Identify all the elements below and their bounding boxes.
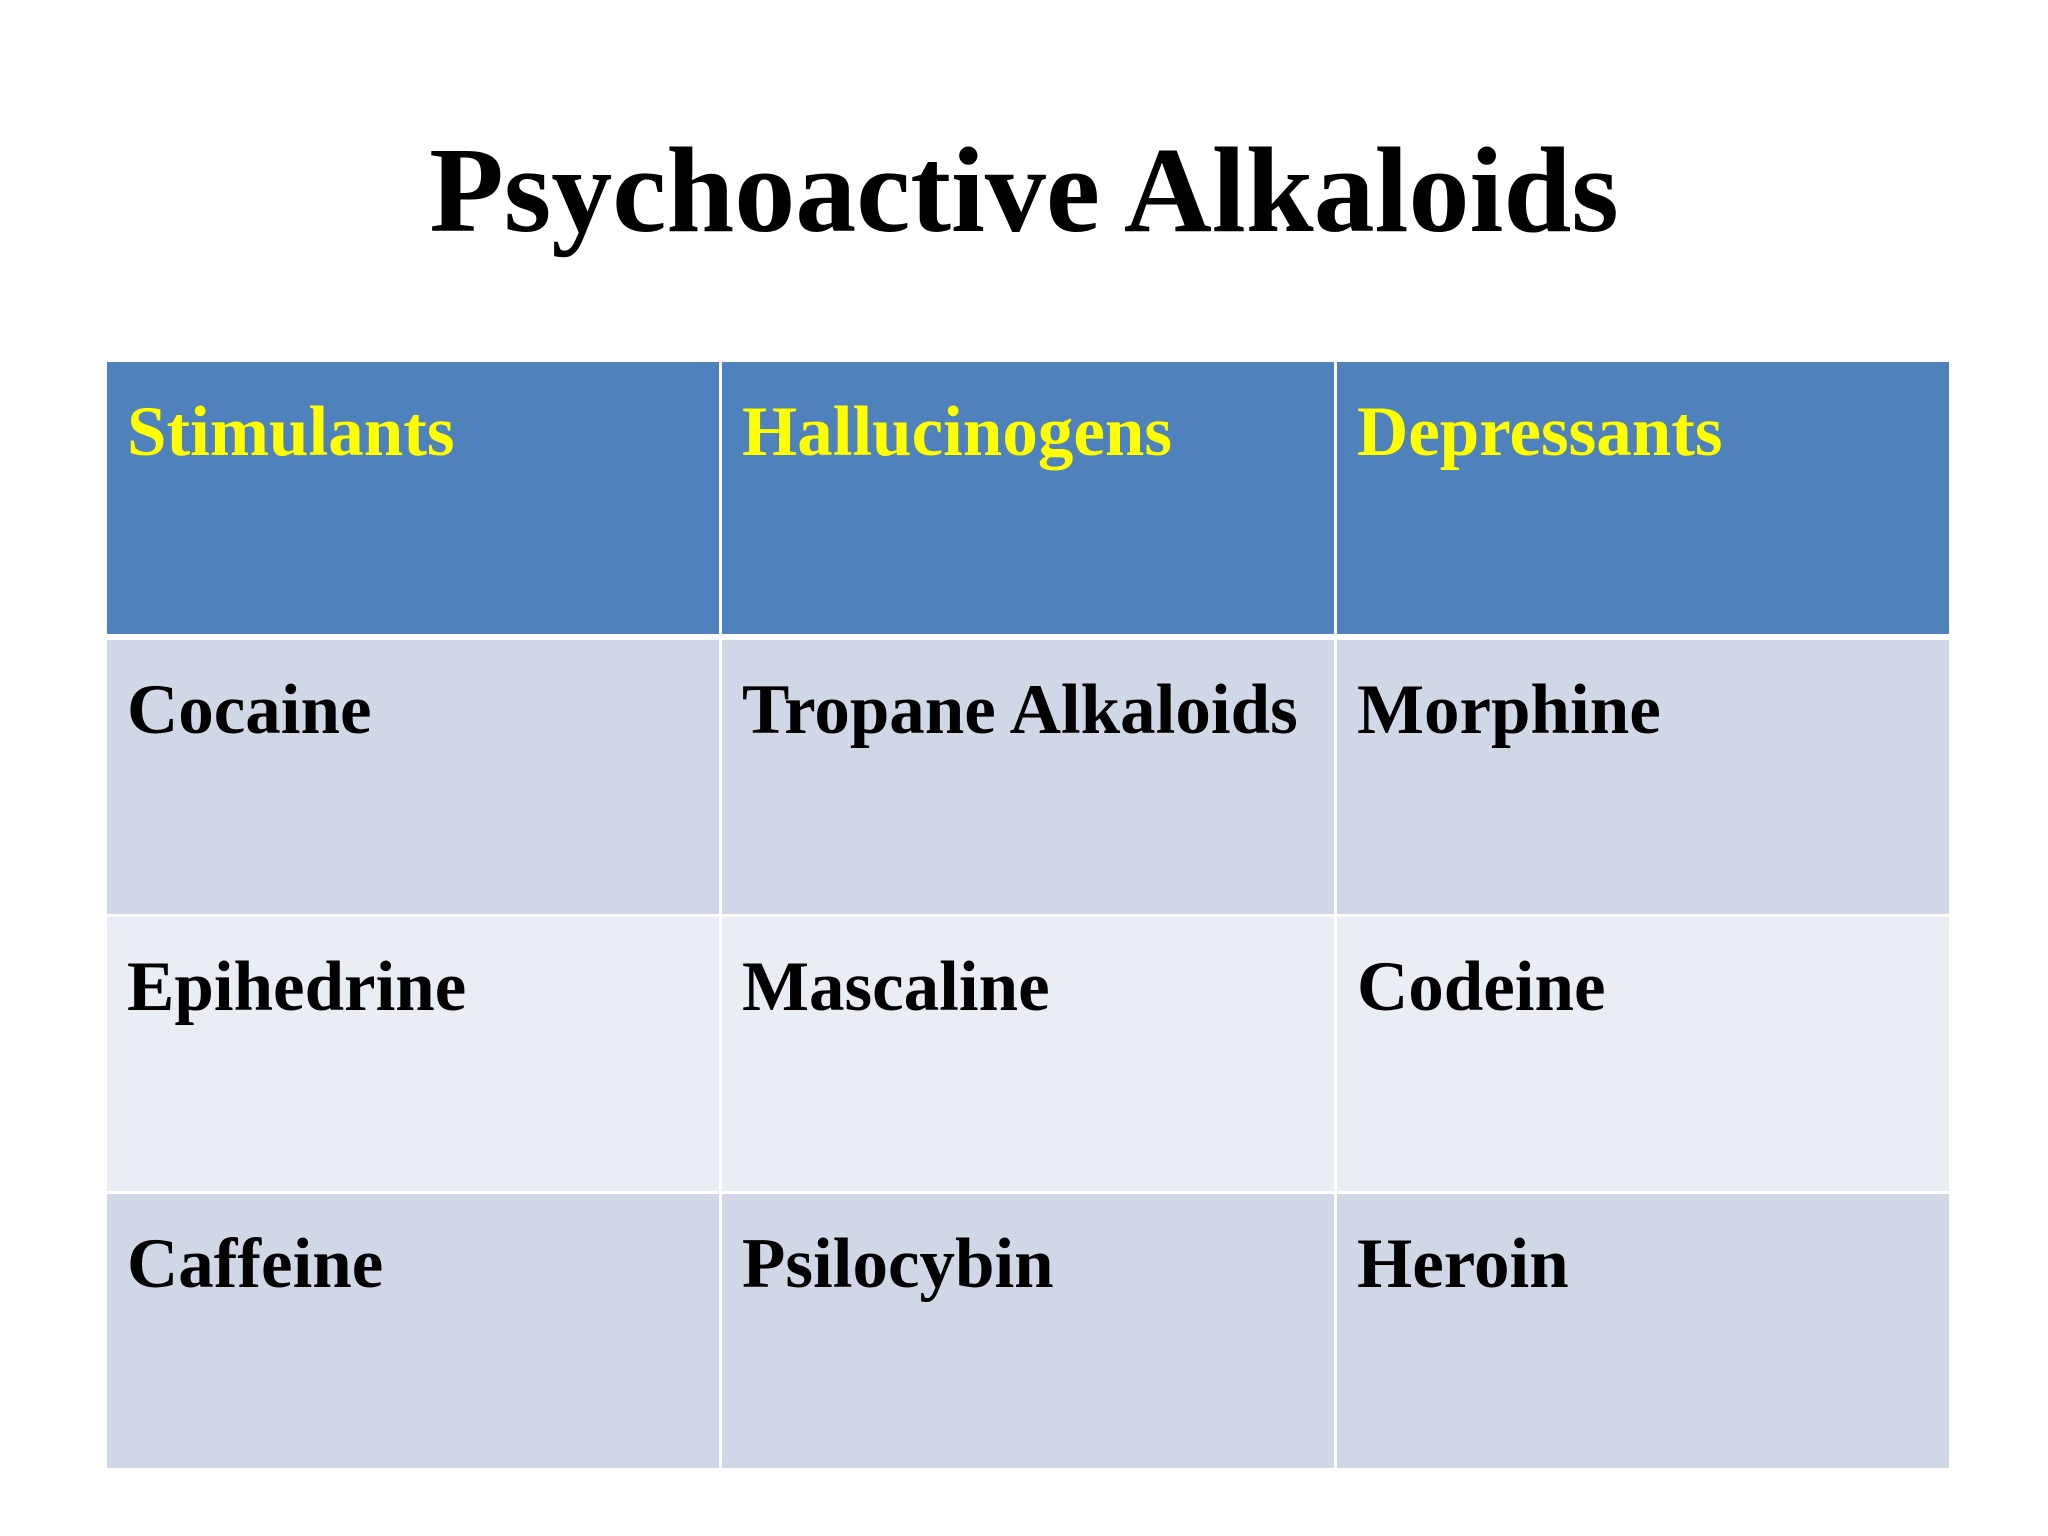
table-cell: Tropane Alkaloids [721,637,1336,916]
table-cell: Morphine [1336,637,1951,916]
table-cell: Codeine [1336,916,1951,1193]
table-row [106,637,1951,916]
header-stimulants: Stimulants [106,361,721,638]
table-cell: Caffeine [106,1193,721,1470]
header-depressants: Depressants [1336,361,1951,638]
table-cell: Cocaine [106,637,721,916]
table-cell: Epihedrine [106,916,721,1193]
table-row [106,916,1951,1193]
table-cell: Mascaline [721,916,1336,1193]
table-row [106,1193,1951,1470]
table-cell: Psilocybin [721,1193,1336,1470]
table-cell: Heroin [1336,1193,1951,1470]
alkaloid-table [104,359,1952,1471]
header-hallucinogens: Hallucinogens [721,361,1336,638]
slide-title: Psychoactive Alkaloids [429,123,1619,258]
table-header-row [106,361,1951,638]
